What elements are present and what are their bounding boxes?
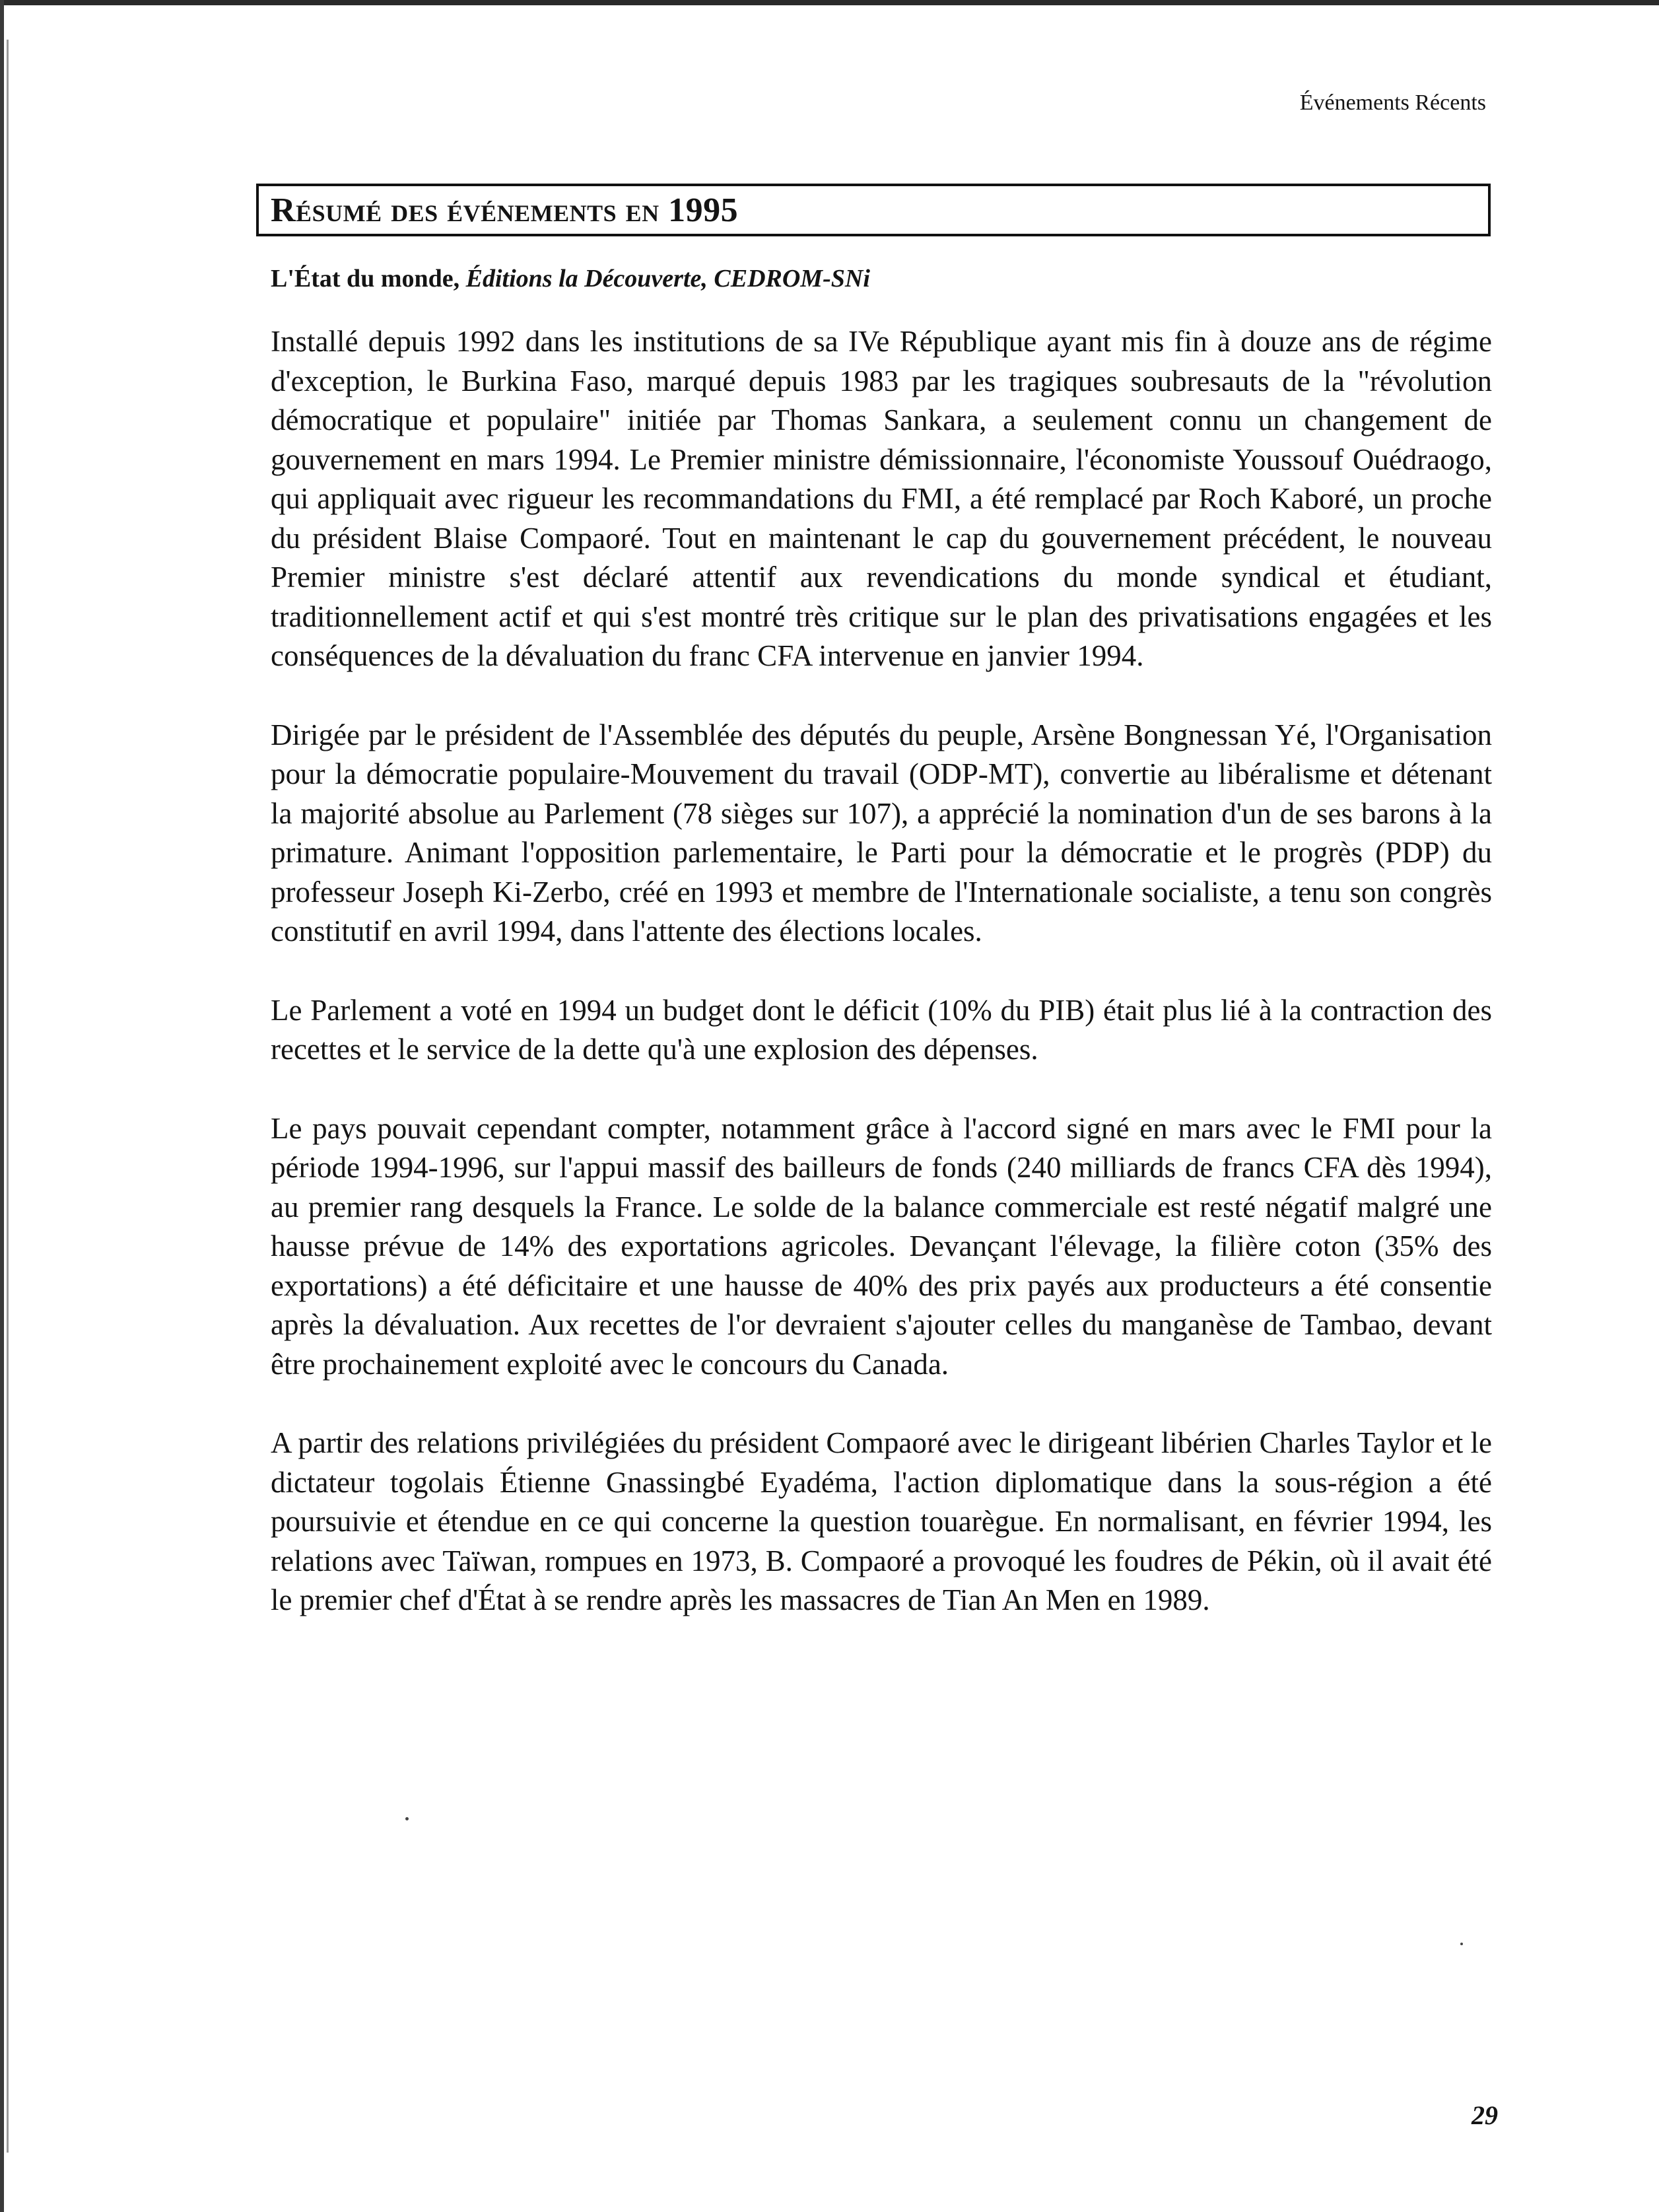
paragraph-2: Dirigée par le président de l'Assemblée des députés du peuple, Arsène Bongnessan Yé, l'Organisation pour la démocratie populaire-Mouvement du travail (ODP-MT), convertie au libéralisme et détenant la majorité absolue au Parlement (78 sièges sur 107), a apprécié la nomination d'un de ses barons à la primature. Animant l'opposition parlementaire, le Parti pour la démocratie et le progrès (PDP) du professeur Joseph Ki-Zerbo, créé en 1993 et membre de l'Internationale socialiste, a tenu son congrès constitutif en avril 1994, dans l'attente des élections locales. [271, 718, 1492, 948]
source-publisher: Éditions la Découverte, CEDROM-SNi [465, 265, 870, 293]
paragraph-3: Le Parlement a voté en 1994 un budget dont le déficit (10% du PIB) était plus lié à la contraction des recettes et le service de la dette qu'à une explosion des dépenses. [271, 993, 1492, 1066]
source-prefix: L'État du monde, [271, 265, 460, 293]
scan-speck [405, 1817, 409, 1820]
article-body [271, 322, 1492, 1660]
paragraph-1: Installé depuis 1992 dans les institutions de sa IVe République ayant mis fin à douze ans de régime d'exception, le Burkina Faso, marqué depuis 1983 par les tragiques soubresauts de la "révolution démocratique et populaire" initiée par Thomas Sankara, a seulement connu un changement de gouvernement en mars 1994. Le Premier ministre démissionnaire, l'économiste Youssouf Ouédraogo, qui appliquait avec rigueur les recommandations du FMI, a été remplacé par Roch Kaboré, un proche du président Blaise Compaoré. Tout en maintenant le cap du gouvernement précédent, le nouveau Premier ministre s'est déclaré attentif aux revendications du monde syndical et étudiant, traditionnellement actif et qui s'est montré très critique sur le plan des privatisations engagées et les conséquences de la dévaluation du franc CFA intervenue en janvier 1994. [271, 325, 1492, 672]
page-number: 29 [1472, 2100, 1498, 2130]
page-title: Résumé des événements en 1995 [271, 191, 739, 229]
title-box [256, 184, 1491, 236]
running-header: Événements Récents [1299, 90, 1486, 115]
paragraph-4: Le pays pouvait cependant compter, notamment grâce à l'accord signé en mars avec le FMI pour la période 1994-1996, sur l'appui massif des bailleurs de fonds (240 milliards de francs CFA dès 1994), au premier rang desquels la France. Le solde de la balance commerciale est resté négatif malgré une hausse prévue de 14% des exportations agricoles. Devançant l'élevage, la filière coton (35% des exportations) a été déficitaire et une hausse de 40% des prix payés aux producteurs a été consentie après la dévaluation. Aux recettes de l'or devraient s'ajouter celles du manganèse de Tambao, devant être prochainement exploité avec le concours du Canada. [271, 1111, 1492, 1381]
scan-left-edge [0, 0, 4, 2212]
scan-top-edge [0, 0, 1659, 5]
paragraph-5: A partir des relations privilégiées du président Compaoré avec le dirigeant libérien Charles Taylor et le dictateur togolais Étienne Gnassingbé Eyadéma, l'action diplomatique dans la sous-région a été poursuivie et étendue en ce qui concerne la question touarègue. En normalisant, en février 1994, les relations avec Taïwan, rompues en 1973, B. Compaoré a provoqué les foudres de Pékin, où il avait été le premier chef d'État à se rendre après les massacres de Tian An Men en 1989. [271, 1426, 1492, 1616]
scan-speck [1460, 1943, 1463, 1945]
source-line [271, 264, 870, 293]
scan-left-shadow [7, 40, 9, 2153]
